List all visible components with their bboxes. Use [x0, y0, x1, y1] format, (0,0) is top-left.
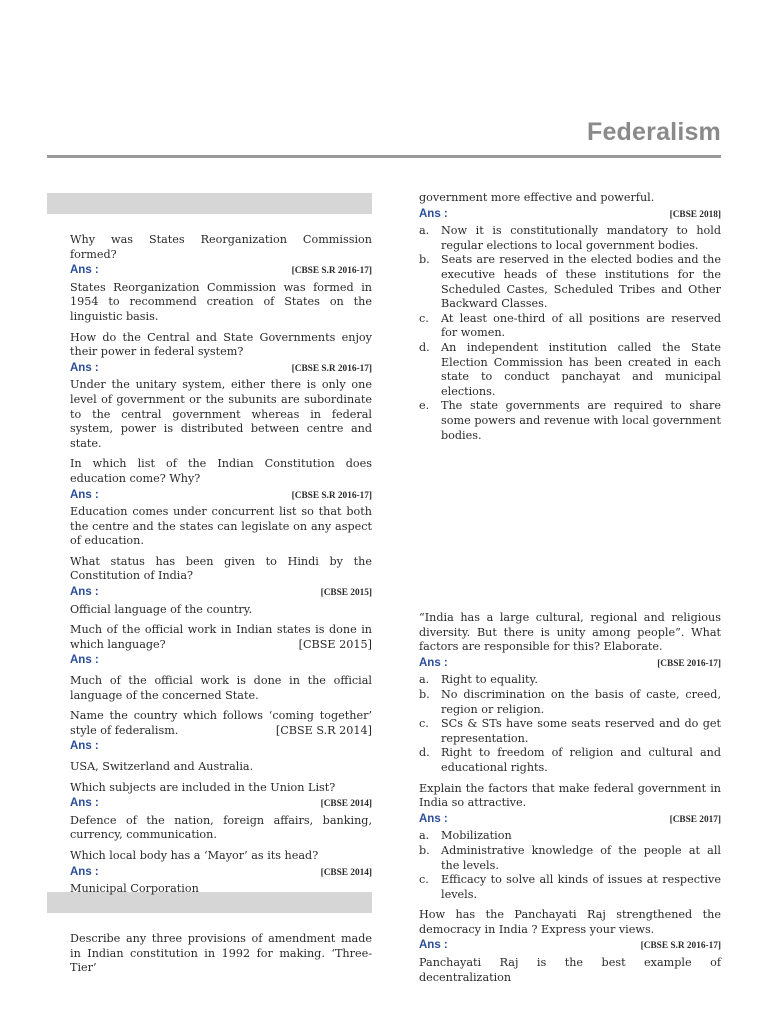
question-text: How do the Central and State Governments enjoy their power in federal system?: [70, 330, 372, 359]
question-text: Which subjects are included in the Union List?: [70, 780, 336, 794]
answer-label: Ans :: [419, 812, 448, 825]
left-bottom-question: [70, 932, 372, 976]
question-text: Describe any three provisions of amendment made in Indian constitution in 1992 for making. ‘Three-Tier’: [70, 932, 372, 975]
question-text: Name the country which follows ‘coming together’ style of federalism.: [70, 709, 372, 737]
answer-text: Under the unitary system, either there is only one level of government or the subunits are subordinate to the central government whereas in federal system, power is distributed between centre and state.: [70, 378, 372, 450]
question-block: [70, 849, 372, 897]
question-text: Explain the factors that make federal government in India so attractive.: [419, 781, 721, 810]
list-item: [419, 717, 721, 746]
answer-text: Defence of the nation, foreign affairs, banking, currency, communication.: [70, 813, 372, 842]
answer-label: Ans :: [70, 654, 99, 667]
right-column-bottom: [419, 611, 721, 985]
list-item: [419, 253, 721, 311]
answer-text: Education comes under concurrent list so that both the centre and the states can legislate on any aspect of education.: [70, 505, 372, 548]
question-text: In which list of the Indian Constitution does education come? Why?: [70, 457, 372, 485]
answer-label: Ans :: [70, 488, 99, 501]
answer-list: [419, 829, 721, 902]
question-block: [70, 709, 372, 774]
source-tag: [CBSE 2014]: [320, 799, 372, 810]
answer-text: States Reorganization Commission was formed in 1954 to recommend creation of States on the linguistic basis.: [70, 280, 372, 323]
list-letter: a.: [419, 829, 430, 843]
answer-label: Ans :: [70, 586, 99, 599]
answer-label: Ans :: [70, 740, 99, 753]
answer-label: Ans :: [70, 361, 99, 374]
continued-question-text: government more effective and powerful.: [419, 191, 655, 204]
left-column: [70, 233, 372, 897]
list-text: Seats are reserved in the elected bodies and the executive heads of these institutions for the Scheduled Castes, Scheduled Tribes and Other Backward Classes.: [441, 253, 721, 311]
question-text: How has the Panchayati Raj strengthened the democracy in India ? Express your views.: [419, 908, 721, 936]
answer-label: Ans :: [70, 797, 99, 810]
question-block: [70, 457, 372, 549]
question-text: Why was States Reorganization Commission formed?: [70, 233, 372, 261]
question-block: [70, 623, 372, 703]
answer-label: Ans :: [419, 656, 448, 669]
answer-text: Official language of the country.: [70, 602, 253, 616]
list-letter: b.: [419, 687, 430, 701]
source-tag: [CBSE 2015]: [320, 588, 372, 599]
source-tag: [CBSE 2015]: [298, 637, 372, 651]
question-block: [70, 331, 372, 452]
list-text: At least one-third of all positions are reserved for women.: [441, 311, 721, 340]
list-letter: c.: [419, 311, 429, 325]
question-text: What status has been given to Hindi by the Constitution of India?: [70, 554, 372, 583]
list-letter: a.: [419, 673, 430, 687]
answer-list: [419, 673, 721, 775]
answer-text: Municipal Corporation: [70, 882, 199, 896]
answer-text: Much of the official work is done in the official language of the concerned State.: [70, 674, 372, 702]
list-item: [419, 829, 721, 844]
question-text: “India has a large cultural, regional and religious diversity. But there is unity among people”. What factors are responsible for this? Elaborate.: [419, 611, 721, 654]
list-text: Mobilization: [441, 829, 512, 843]
list-text: SCs & STs have some seats reserved and do get representation.: [441, 717, 721, 745]
question-block: [70, 233, 372, 325]
source-tag: [CBSE S.R 2016-17]: [640, 941, 721, 952]
question-block: [70, 781, 372, 843]
list-letter: b.: [419, 843, 430, 857]
question-text: Much of the official work in Indian states is done in which language?: [70, 623, 372, 651]
list-item: [419, 873, 721, 902]
list-item: [419, 688, 721, 717]
answer-text: USA, Switzerland and Australia.: [70, 760, 254, 773]
list-item: [419, 399, 721, 443]
list-item: [419, 341, 721, 399]
answer-label: Ans :: [70, 264, 99, 277]
answer-list: [419, 224, 721, 443]
question-block: [70, 555, 372, 617]
list-text: Now it is constitutionally mandatory to hold regular elections to local government bodies.: [441, 224, 721, 252]
list-item: [419, 673, 721, 688]
list-text: Administrative knowledge of the people at all the levels.: [441, 843, 721, 872]
answer-label: Ans :: [419, 939, 448, 952]
source-tag: [CBSE S.R 2016-17]: [291, 266, 372, 277]
list-letter: d.: [419, 746, 430, 760]
list-item: [419, 312, 721, 341]
source-tag: [CBSE S.R 2016-17]: [291, 490, 372, 501]
list-letter: a.: [419, 224, 430, 238]
right-column-top: [419, 191, 721, 443]
source-tag: [CBSE 2016-17]: [657, 658, 721, 669]
list-letter: e.: [419, 399, 430, 413]
source-tag: [CBSE 2017]: [669, 814, 721, 825]
list-text: No discrimination on the basis of caste, creed, region or religion.: [441, 687, 721, 716]
source-tag: [CBSE 2018]: [669, 209, 721, 220]
list-text: An independent institution called the State Election Commission has been created in each state to conduct panchayat and municipal elections.: [441, 340, 721, 398]
header-rule: [47, 155, 721, 158]
list-letter: c.: [419, 717, 429, 731]
answer-label: Ans :: [70, 865, 99, 878]
list-letter: c.: [419, 873, 429, 887]
list-text: Efficacy to solve all kinds of issues at respective levels.: [441, 873, 721, 901]
page-title: Federalism: [586, 118, 721, 146]
list-text: Right to freedom of religion and cultural and educational rights.: [441, 746, 721, 774]
answer-text: Panchayati Raj is the best example of decentralization: [419, 956, 721, 984]
section-header-bar: [47, 193, 372, 214]
list-item: [419, 224, 721, 253]
list-item: [419, 844, 721, 873]
list-letter: b.: [419, 253, 430, 267]
source-tag: [CBSE S.R 2014]: [275, 723, 372, 737]
list-item: [419, 746, 721, 775]
answer-label: Ans :: [419, 207, 448, 220]
list-text: The state governments are required to share some powers and revenue with local government bodies.: [441, 399, 721, 442]
source-tag: [CBSE S.R 2016-17]: [291, 363, 372, 374]
question-text: Which local body has a ‘Mayor’ as its head?: [70, 848, 319, 862]
list-letter: d.: [419, 340, 430, 354]
source-tag: [CBSE 2014]: [320, 867, 372, 878]
list-text: Right to equality.: [441, 673, 538, 687]
